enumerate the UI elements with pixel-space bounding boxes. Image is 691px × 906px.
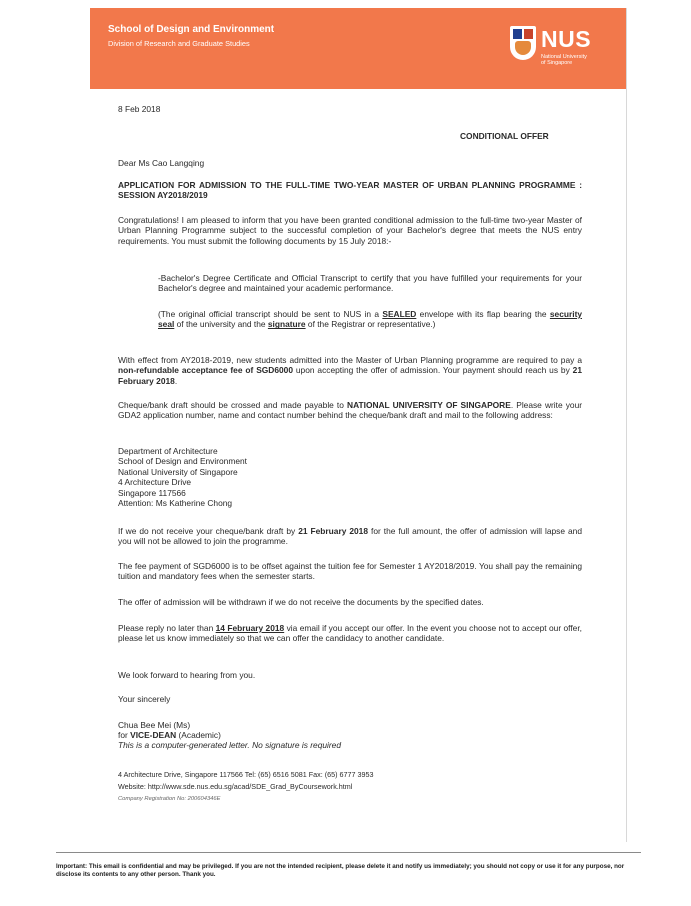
paragraph-payment-instructions: Cheque/bank draft should be crossed and made payable to NATIONAL UNIVERSITY OF SINGAPORE. Please write your GDA2 application number, name and contact number behind the cheque/bank draft and mail to the following address: xyxy=(118,400,583,421)
paragraph-withdrawal: The offer of admission will be withdrawn if we do not receive the documents by the specified dates. xyxy=(118,597,484,607)
mailing-address xyxy=(118,446,247,508)
crest-icon xyxy=(510,26,536,60)
address-line: National University of Singapore xyxy=(118,466,238,477)
email-disclaimer: Important: This email is confidential and may be privileged. If you are not the intended recipient, please delete it and notify us immediately; you should not copy or use it for any purpose, nor disclose its contents to any other person. Thank you. xyxy=(56,852,641,879)
letter-date: 8 Feb 2018 xyxy=(118,104,161,114)
paragraph-reply-deadline: Please reply no later than 14 February 2018 via email if you accept our offer. In the event you choose not to accept our offer, please let us know immediately so that we can offer the candidacy to another candidate. xyxy=(118,623,582,644)
address-line: 4 Architecture Drive xyxy=(118,477,192,488)
computer-generated-note: This is a computer-generated letter. No signature is required xyxy=(118,740,341,750)
logo-wordmark: NUS xyxy=(541,26,592,52)
salutation: Dear Ms Cao Langqing xyxy=(118,158,205,168)
offer-type: CONDITIONAL OFFER xyxy=(460,131,549,141)
address-line: Attention: Ms Katherine Chong xyxy=(118,498,233,509)
footer-registration: Company Registration No: 200604346E xyxy=(118,796,221,802)
address-line: Department of Architecture xyxy=(118,446,218,456)
requirement-transcript-note: (The original official transcript should be sent to NUS in a SEALED envelope with its flap bearing the security seal of the university and the signature of the Registrar or representative.) xyxy=(158,309,583,330)
address-line: Singapore 117566 xyxy=(118,487,186,498)
letter-page xyxy=(90,8,627,842)
paragraph-congratulations: Congratulations! I am pleased to inform that you have been granted conditional admission to the full-time two-year Master of Urban Planning Programme subject to the successful completion of your Bachelor's degree that meets the NUS entry requirements. You must submit the following documents by 15 July 2018:- xyxy=(118,215,582,246)
division-name: Division of Research and Graduate Studies xyxy=(108,39,250,48)
subject-line: APPLICATION FOR ADMISSION TO THE FULL-TIME TWO-YEAR MASTER OF URBAN PLANNING PROGRAMME : SESSION AY2018/2019 xyxy=(118,180,582,201)
logo-subtitle: National University of Singapore xyxy=(541,54,587,67)
footer-address: 4 Architecture Drive, Singapore 117566 Tel: (65) 6516 5081 Fax: (65) 6777 3953 xyxy=(118,770,374,779)
requirement-documents: -Bachelor's Degree Certificate and Official Transcript to certify that you have fulfilled your requirements for your Bachelor's degree and maintained your academic performance. xyxy=(158,273,582,294)
footer-website: Website: http://www.sde.nus.edu.sg/acad/SDE_Grad_ByCoursework.html xyxy=(118,782,353,791)
signer-title: for VICE-DEAN (Academic) xyxy=(118,730,221,740)
paragraph-acceptance-fee: With effect from AY2018-2019, new students admitted into the Master of Urban Planning programme are required to pay a non-refundable acceptance fee of SGD6000 upon accepting the offer of admission. Your payment should reach us by 21 February 2018. xyxy=(118,355,582,386)
closing-line: Your sincerely xyxy=(118,694,171,704)
paragraph-look-forward: We look forward to hearing from you. xyxy=(118,670,256,680)
paragraph-lapse-warning: If we do not receive your cheque/bank draft by 21 February 2018 for the full amount, the offer of admission will lapse and you will not be allowed to join the programme. xyxy=(118,526,582,547)
signer-name: Chua Bee Mei (Ms) xyxy=(118,720,191,730)
nus-logo xyxy=(510,24,620,76)
school-name: School of Design and Environment xyxy=(108,24,275,35)
address-line: School of Design and Environment xyxy=(118,456,247,467)
paragraph-fee-offset: The fee payment of SGD6000 is to be offset against the tuition fee for Semester 1 AY2018/2019. You shall pay the remaining tuition and mandatory fees when the semester starts. xyxy=(118,561,582,582)
header-banner xyxy=(90,8,626,89)
